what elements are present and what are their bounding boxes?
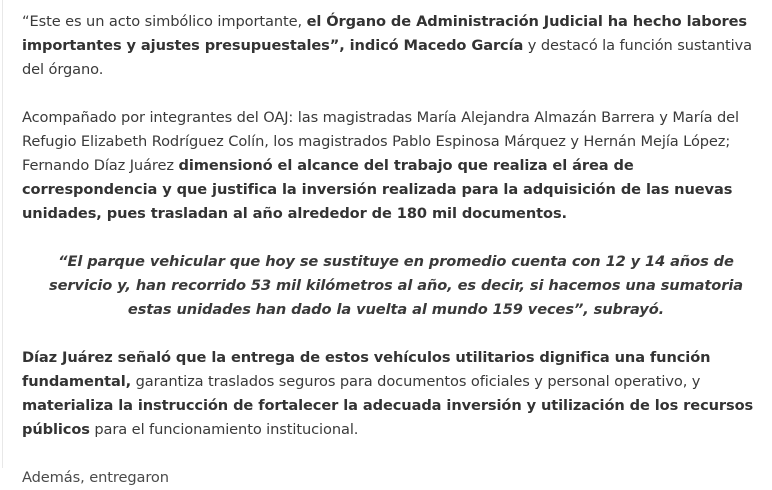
paragraph-2-bold: dimensionó el alcance del trabajo que realiza el área de correspondencia y que justifica la inversión realizada para la adquisición de las nuevas unidades, pues trasladan al año alrededor de 180 mil documentos. bbox=[22, 157, 733, 222]
paragraph-5 bbox=[22, 466, 766, 490]
left-border bbox=[2, 0, 3, 468]
paragraph-2 bbox=[22, 106, 766, 226]
paragraph-1-text-b: y destacó la función sustantiva del órgano. bbox=[22, 37, 752, 78]
paragraph-4-text-b: para el funcionamiento institucional. bbox=[89, 421, 359, 438]
paragraph-4-bold-a: Díaz Juárez señaló que la entrega de estos vehículos utilitarios dignifica una función fundamental, bbox=[22, 349, 711, 390]
paragraph-4-text-a: garantiza traslados seguros para documentos oficiales y personal operativo, y bbox=[131, 373, 701, 390]
pull-quote: “El parque vehicular que hoy se sustituye en promedio cuenta con 12 y 14 años de servicio y, han recorrido 53 mil kilómetros al año, es decir, si hacemos una sumatoria estas unidades han dado la vuelta al mundo 159 veces”, subrayó. bbox=[49, 253, 743, 318]
paragraph-4 bbox=[22, 346, 766, 442]
paragraph-1-bold: el Órgano de Administración Judicial ha hecho labores importantes y ajustes presupuestales”, indicó Macedo García bbox=[22, 13, 747, 54]
paragraph-2-text: Acompañado por integrantes del OAJ: las magistradas María Alejandra Almazán Barrera y María del Refugio Elizabeth Rodríguez Colín, los magistrados Pablo Espinosa Márquez y Hernán Mejía López; Fernando Díaz Juárez bbox=[22, 109, 739, 174]
paragraph-1 bbox=[22, 10, 766, 82]
paragraph-1-text-a: “Este es un acto simbólico importante, bbox=[22, 13, 307, 30]
paragraph-4-bold-b: materializa la instrucción de fortalecer la adecuada inversión y utilización de los recursos públicos bbox=[22, 397, 754, 438]
paragraph-5-text: Además, entregaron bbox=[22, 469, 169, 486]
